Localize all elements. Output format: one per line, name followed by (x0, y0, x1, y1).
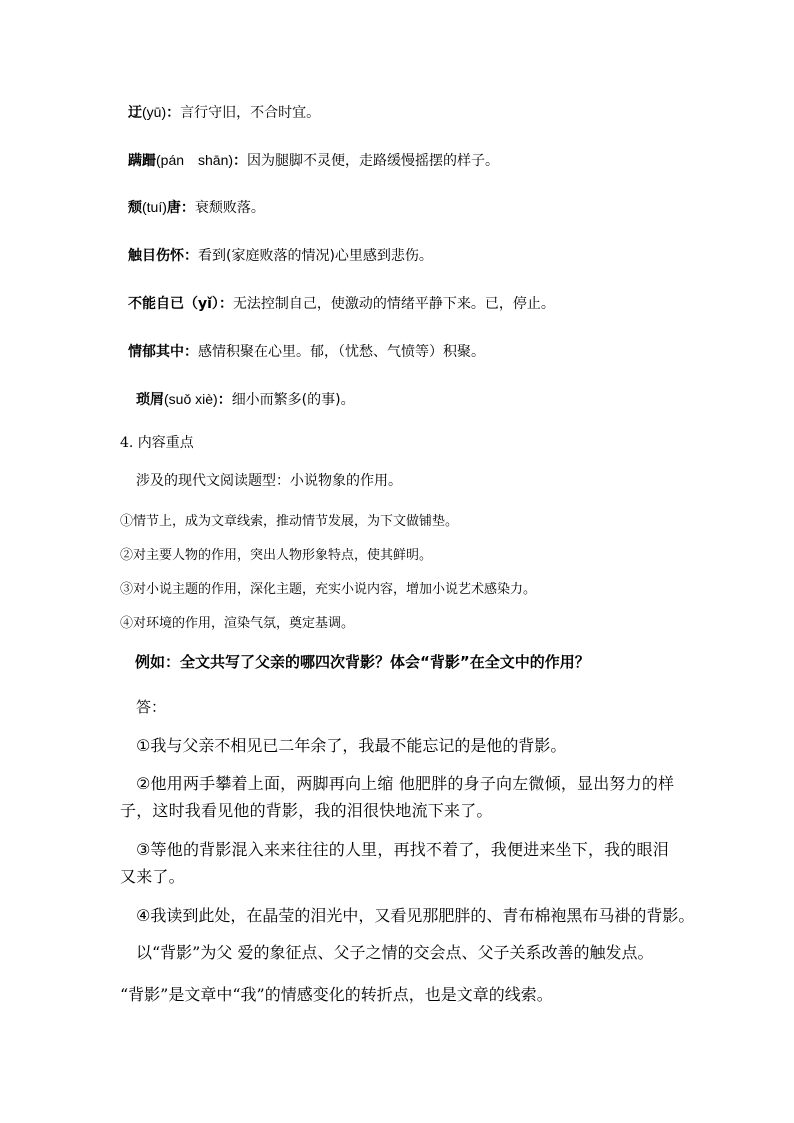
vocab-separator: ： (180, 200, 195, 216)
vocab-item (128, 341, 485, 361)
answer-label: 答： (136, 698, 167, 716)
vocab-separator: ： (217, 392, 232, 408)
example-question: 例如：全文共写了父亲的哪四次背影？体会“背影”在全文中的作用？ (135, 653, 590, 671)
point-item: ③对小说主题的作用，深化主题，充实小说内容，增加小说艺术感染力。 (120, 582, 537, 597)
vocab-definition: 看到(家庭败落的情况)心里感到悲伤。 (198, 248, 433, 264)
section-intro: 涉及的现代文阅读题型：小说物象的作用。 (136, 473, 402, 489)
vocab-separator: ： (166, 105, 181, 121)
vocab-definition: 言行守旧，不合时宜。 (180, 105, 321, 121)
point-item: ④对环境的作用，渲染气氛，奠定基调。 (120, 616, 355, 631)
vocab-pinyin: (tuí) (142, 199, 167, 215)
vocab-separator: ： (184, 248, 198, 264)
vocab-definition: 无法控制自己，使激动的情绪平静下来。已，停止。 (232, 296, 555, 312)
vocab-pinyin: (pán shān) (156, 152, 234, 168)
point-item: ①情节上，成为文章线索，推动情节发展，为下文做铺垫。 (120, 514, 459, 529)
vocab-item (128, 102, 320, 122)
vocab-term: 触目伤怀 (128, 248, 184, 264)
answer-item (120, 836, 680, 890)
vocab-separator: ： (233, 153, 248, 169)
conclusion-line: “背影”是文章中“我”的情感变化的转折点，也是文章的线索。 (120, 985, 553, 1004)
vocab-item (128, 197, 265, 217)
vocab-term-2: 唐 (166, 200, 181, 216)
vocab-definition: 因为腿脚不灵便，走路缓慢摇摆的样子。 (247, 153, 500, 169)
vocab-separator: ： (184, 344, 198, 360)
vocab-definition: 感情积聚在心里。郁，（忧愁、气愤等）积聚。 (198, 344, 485, 360)
conclusion-line: 以“背影”为父 爱的象征点、父子之情的交会点、父子关系改善的触发点。 (136, 943, 654, 962)
vocab-item (128, 245, 433, 265)
vocab-term: 不能自已（yǐ） (128, 296, 219, 312)
answer-item: ①我与父亲不相见已二年余了，我最不能忘记的是他的背影。 (136, 736, 567, 755)
answer-text: ②他用两手攀着上面，两脚再向上缩 他肥胖的身子向左微倾，显出努力的样子，这时我看见他的背影，我的泪很快地流下来了。 (120, 774, 675, 820)
point-item: ②对主要人物的作用，突出人物形象特点，使其鲜明。 (120, 548, 433, 563)
vocab-pinyin: (yū) (142, 104, 167, 120)
vocab-term: 情郁其中 (128, 344, 184, 360)
vocab-term: 蹒跚 (128, 153, 156, 169)
vocab-item (136, 389, 355, 409)
answer-item (120, 770, 680, 824)
vocab-item (128, 293, 555, 313)
vocab-pinyin: (suǒ xiè) (164, 391, 218, 407)
vocab-definition: 衰颓败落。 (194, 200, 265, 216)
vocab-term: 迂 (128, 105, 142, 121)
answer-item: ④我读到此处，在晶莹的泪光中，又看见那肥胖的、青布棉袍黑布马褂的背影。 (136, 906, 695, 925)
vocab-term: 颓 (128, 200, 142, 216)
section-heading: 4. 内容重点 (120, 435, 194, 451)
vocab-separator: ： (218, 296, 233, 312)
answer-text: ③等他的背影混入来来往往的人里，再找不着了，我便进来坐下，我的眼泪又来了。 (120, 840, 669, 886)
vocab-term: 琐屑 (136, 392, 164, 408)
vocab-definition: 细小而繁多(的事)。 (231, 392, 355, 408)
vocab-item (128, 150, 499, 170)
